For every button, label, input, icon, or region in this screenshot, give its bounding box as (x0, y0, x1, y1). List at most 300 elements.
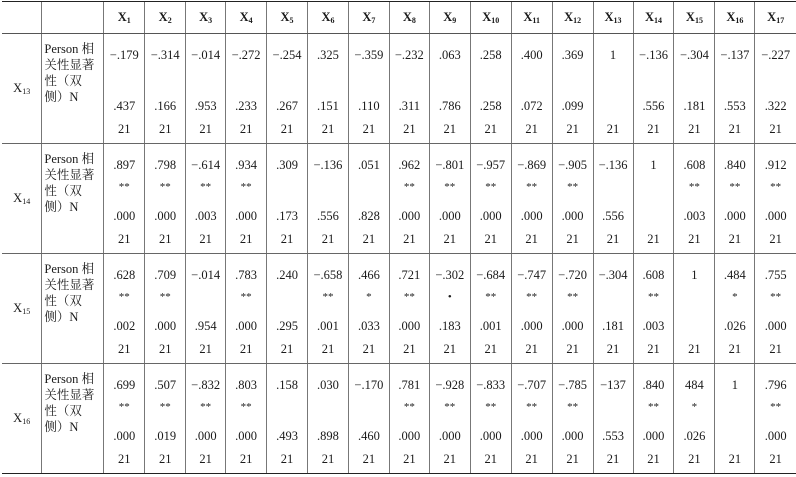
data-cell (511, 34, 552, 144)
statistic-label-line: 关性显著 (44, 388, 95, 402)
column-header-x12 (552, 2, 593, 34)
correlation-value: .063 (438, 48, 461, 62)
significance-marker (308, 66, 348, 88)
significance-marker: ** (159, 401, 171, 413)
correlation-value: −137 (600, 378, 626, 392)
significance-marker: ** (567, 181, 579, 193)
significance-marker: ** (567, 291, 579, 303)
p-value: .786 (438, 99, 461, 113)
significance-marker: ** (526, 181, 538, 193)
significance-marker: * (732, 291, 738, 303)
column-header-x8-subscript: 8 (411, 16, 416, 25)
data-cell (104, 144, 145, 254)
p-value: .000 (561, 209, 584, 223)
significance-marker (186, 66, 225, 88)
p-value: .954 (194, 319, 217, 333)
sample-size: 21 (158, 452, 172, 466)
p-value: .000 (398, 429, 421, 443)
correlation-value: .466 (357, 268, 380, 282)
statistic-label-line: Person 相 (44, 372, 95, 386)
column-header-x2-letter: X (158, 10, 168, 24)
sample-size: 21 (769, 232, 782, 246)
column-header-x8-letter: X (402, 10, 412, 24)
sample-size: 21 (403, 122, 416, 136)
significance-marker (186, 286, 225, 308)
correlation-value: .628 (113, 268, 136, 282)
significance-marker: ** (240, 401, 252, 413)
row-header-x15 (2, 254, 42, 364)
data-cell (552, 34, 593, 144)
sample-size: 21 (321, 232, 335, 246)
column-header-x16 (715, 2, 755, 34)
p-value: .026 (723, 319, 746, 333)
correlation-value: −.785 (558, 378, 588, 392)
correlation-value: −.254 (272, 48, 302, 62)
p-value (594, 94, 633, 118)
significance-marker (104, 66, 144, 88)
statistic-label-line: Person 相 (44, 152, 95, 166)
column-header-x15-letter: X (685, 10, 695, 24)
sample-size: 21 (769, 452, 782, 466)
p-value: .072 (520, 99, 543, 113)
correlation-value: .608 (683, 158, 706, 172)
data-cell (633, 364, 674, 474)
sample-size: 21 (362, 452, 376, 466)
sample-size: 21 (321, 342, 335, 356)
significance-marker (308, 176, 348, 198)
significance-marker: ** (770, 291, 782, 303)
correlation-value: .796 (764, 378, 787, 392)
data-cell (755, 364, 796, 474)
statistic-label-cell (42, 34, 104, 144)
p-value: .000 (235, 429, 258, 443)
correlation-value: −.658 (313, 268, 343, 282)
data-cell (593, 34, 633, 144)
column-header-x4-letter: X (239, 10, 249, 24)
data-cell (633, 254, 674, 364)
statistic-label-cell (42, 144, 104, 254)
column-header-x8 (389, 2, 429, 34)
data-cell (429, 254, 470, 364)
column-header-x9-letter: X (443, 10, 453, 24)
significance-marker (308, 396, 348, 418)
significance-marker: ** (159, 181, 171, 193)
data-cell (715, 144, 755, 254)
data-cell (511, 364, 552, 474)
p-value: .553 (723, 99, 746, 113)
column-header-x13-letter: X (604, 10, 614, 24)
significance-marker: ** (526, 291, 538, 303)
column-header-x5-subscript: 5 (289, 16, 294, 25)
column-header-x1 (104, 2, 145, 34)
p-value: .000 (438, 429, 461, 443)
significance-marker (267, 286, 307, 308)
row-header-x13 (2, 34, 42, 144)
data-cell (470, 364, 511, 474)
data-cell (267, 144, 308, 254)
sample-size: 21 (484, 232, 497, 246)
corner-cell (2, 2, 42, 34)
data-cell (429, 364, 470, 474)
sample-size: 21 (647, 232, 660, 246)
p-value: .553 (602, 429, 624, 443)
significance-marker (594, 66, 633, 88)
correlation-value: −.928 (435, 378, 465, 392)
sample-size: 21 (688, 342, 701, 356)
significance-marker: ** (688, 181, 700, 193)
p-value: .000 (764, 319, 787, 333)
row-header-x16-subscript: 16 (22, 417, 31, 426)
data-cell (186, 34, 226, 144)
p-value: .001 (479, 319, 502, 333)
column-header-x12-letter: X (564, 10, 574, 24)
column-header-x4 (226, 2, 267, 34)
correlation-value: .897 (113, 158, 136, 172)
correlation-value: .608 (642, 268, 665, 282)
data-cell (226, 254, 267, 364)
table-row (2, 364, 796, 474)
column-header-x5 (267, 2, 308, 34)
sample-size: 21 (728, 452, 742, 466)
column-header-x13 (593, 2, 633, 34)
data-cell (307, 364, 348, 474)
data-cell (389, 254, 429, 364)
data-cell (674, 144, 715, 254)
correlation-value: −.304 (598, 268, 628, 282)
sample-size: 21 (362, 232, 376, 246)
column-header-x11 (511, 2, 552, 34)
data-cell (186, 254, 226, 364)
column-header-x9 (429, 2, 470, 34)
row-header-x14-letter: X (13, 191, 23, 205)
correlation-value: −.170 (354, 378, 384, 392)
p-value: .173 (276, 209, 298, 223)
data-cell (715, 254, 755, 364)
correlation-value: −.179 (109, 48, 139, 62)
statistic-label-cell (42, 254, 104, 364)
statistic-label-line: 侧）N (44, 310, 79, 324)
statistic-label-line: 关性显著 (44, 168, 95, 182)
data-cell (552, 364, 593, 474)
sample-size: 21 (484, 122, 497, 136)
data-cell (755, 254, 796, 364)
significance-marker: • (447, 291, 452, 303)
column-header-x3 (186, 2, 226, 34)
p-value: .000 (520, 429, 543, 443)
data-cell (226, 144, 267, 254)
significance-marker: ** (485, 181, 497, 193)
sample-size: 21 (688, 232, 701, 246)
p-value: .002 (113, 319, 136, 333)
correlation-value: .803 (235, 378, 258, 392)
correlation-value: .840 (723, 158, 746, 172)
data-cell (593, 144, 633, 254)
significance-marker (267, 176, 307, 198)
p-value: .000 (235, 209, 258, 223)
significance-marker (471, 66, 511, 88)
significance-marker: ** (159, 291, 171, 303)
p-value: .493 (276, 429, 298, 443)
column-header-x11-letter: X (523, 10, 533, 24)
data-cell (145, 254, 186, 364)
row-header-x13-subscript: 13 (22, 87, 31, 96)
sample-size: 21 (239, 342, 253, 356)
sample-size: 21 (606, 122, 620, 136)
data-cell (307, 254, 348, 364)
column-header-x7-subscript: 7 (371, 16, 376, 25)
sample-size: 21 (158, 232, 172, 246)
statistic-label-line: 性（双 (44, 404, 82, 418)
sample-size: 21 (566, 342, 579, 356)
p-value (674, 314, 714, 338)
column-header-x1-letter: X (117, 10, 127, 24)
correlation-value: .798 (154, 158, 177, 172)
data-cell (348, 34, 389, 144)
statistic-label-line: 性（双 (44, 74, 82, 88)
row-header-x16-letter: X (13, 411, 23, 425)
sample-size: 21 (566, 122, 579, 136)
sample-size: 21 (525, 232, 538, 246)
sample-size: 21 (484, 342, 497, 356)
p-value: .267 (276, 99, 298, 113)
correlation-value: .755 (764, 268, 787, 282)
correlation-value: .400 (520, 48, 543, 62)
correlation-value: .840 (642, 378, 665, 392)
p-value: .183 (438, 319, 461, 333)
sample-size: 21 (688, 122, 701, 136)
column-header-x3-subscript: 3 (208, 16, 213, 25)
correlation-value: .934 (235, 158, 258, 172)
sample-size: 21 (443, 342, 457, 356)
statistic-label-line: 关性显著 (44, 278, 95, 292)
sample-size: 21 (239, 122, 253, 136)
significance-marker: ** (647, 291, 659, 303)
statistic-label-line: 性（双 (44, 294, 82, 308)
p-value: .322 (764, 99, 787, 113)
sample-size: 21 (566, 232, 579, 246)
row-header-x15-subscript: 15 (22, 307, 31, 316)
p-value: .295 (276, 319, 298, 333)
p-value: .000 (113, 429, 136, 443)
data-cell (593, 254, 633, 364)
significance-marker: ** (526, 401, 538, 413)
p-value: .000 (438, 209, 461, 223)
sample-size: 21 (280, 452, 294, 466)
correlation-value: −.720 (558, 268, 588, 282)
sample-size: 21 (118, 452, 131, 466)
p-value: .019 (154, 429, 177, 443)
data-cell (511, 254, 552, 364)
significance-marker: ** (770, 401, 782, 413)
row-header-x14 (2, 144, 42, 254)
statistic-label-line: 关性显著 (44, 58, 95, 72)
significance-marker: ** (403, 401, 415, 413)
data-cell (145, 364, 186, 474)
column-header-x10 (470, 2, 511, 34)
significance-marker (553, 66, 593, 88)
correlation-value: .325 (317, 48, 339, 62)
p-value: .001 (317, 319, 339, 333)
data-cell (226, 34, 267, 144)
correlation-value: −.137 (720, 48, 750, 62)
significance-marker (674, 286, 714, 308)
data-cell (633, 144, 674, 254)
data-cell (145, 144, 186, 254)
p-value: .181 (602, 319, 624, 333)
correlation-value: −.014 (191, 268, 221, 282)
p-value: .000 (561, 319, 584, 333)
data-cell (470, 34, 511, 144)
data-cell (348, 254, 389, 364)
p-value: .898 (317, 429, 339, 443)
sample-size: 21 (321, 452, 335, 466)
header-row (2, 2, 796, 34)
correlation-value: −.136 (313, 158, 343, 172)
sample-size: 21 (321, 122, 335, 136)
column-header-x17 (755, 2, 796, 34)
sample-size: 21 (647, 122, 660, 136)
data-cell (429, 144, 470, 254)
data-cell (674, 254, 715, 364)
correlation-value: .721 (398, 268, 421, 282)
correlation-value: .783 (235, 268, 258, 282)
data-cell (470, 144, 511, 254)
p-value: .000 (764, 429, 787, 443)
p-value: .000 (398, 209, 421, 223)
significance-marker: ** (118, 291, 130, 303)
significance-marker (267, 66, 307, 88)
correlation-value: .699 (113, 378, 136, 392)
column-header-x16-subscript: 16 (735, 16, 744, 25)
p-value: .828 (357, 209, 380, 223)
correlation-value: −.304 (679, 48, 709, 62)
table-body (2, 34, 796, 474)
sample-size: 21 (199, 232, 212, 246)
row-header-x15-letter: X (13, 301, 23, 315)
correlation-value: −.833 (476, 378, 506, 392)
data-cell (389, 364, 429, 474)
data-cell (348, 364, 389, 474)
sample-size: 21 (566, 452, 579, 466)
p-value: .000 (642, 429, 665, 443)
correlation-value: 1 (731, 378, 738, 392)
correlation-value: .030 (317, 378, 339, 392)
data-cell (145, 34, 186, 144)
data-cell (267, 364, 308, 474)
data-cell (307, 144, 348, 254)
p-value (715, 424, 754, 448)
data-cell (674, 364, 715, 474)
sample-size: 21 (403, 232, 416, 246)
significance-marker (674, 66, 714, 88)
correlation-value: −.905 (558, 158, 588, 172)
correlation-value: −.014 (191, 48, 221, 62)
sample-size: 21 (525, 122, 538, 136)
correlation-value: −.227 (761, 48, 791, 62)
significance-marker (634, 176, 674, 198)
column-header-x15 (674, 2, 715, 34)
sample-size: 21 (443, 452, 457, 466)
significance-marker: ** (240, 181, 252, 193)
correlation-value: −.801 (435, 158, 465, 172)
sample-size: 21 (769, 342, 782, 356)
sample-size: 21 (239, 452, 253, 466)
sample-size: 21 (158, 342, 172, 356)
data-cell (633, 34, 674, 144)
column-header-x17-letter: X (767, 10, 777, 24)
p-value: .000 (520, 319, 543, 333)
correlation-value: .709 (154, 268, 177, 282)
significance-marker: ** (485, 401, 497, 413)
significance-marker (512, 66, 552, 88)
data-cell (104, 34, 145, 144)
p-value: .556 (602, 209, 624, 223)
data-cell (348, 144, 389, 254)
significance-marker: ** (444, 181, 456, 193)
p-value: .556 (642, 99, 665, 113)
correlation-value: −.359 (354, 48, 384, 62)
significance-marker: ** (647, 401, 659, 413)
column-header-x6-letter: X (321, 10, 331, 24)
data-cell (389, 34, 429, 144)
sample-size: 21 (403, 452, 416, 466)
correlation-value: −.232 (394, 48, 424, 62)
table-row (2, 34, 796, 144)
sample-size: 21 (199, 122, 212, 136)
significance-marker: ** (770, 181, 782, 193)
sample-size: 21 (769, 122, 782, 136)
sample-size: 21 (403, 342, 416, 356)
significance-marker (349, 176, 389, 198)
correlation-value: −.832 (191, 378, 221, 392)
significance-marker (715, 396, 754, 418)
column-header-x4-subscript: 4 (248, 16, 253, 25)
data-cell (389, 144, 429, 254)
correlation-value: −.707 (517, 378, 547, 392)
column-header-x7 (348, 2, 389, 34)
correlation-table (2, 1, 796, 474)
sample-size: 21 (118, 232, 131, 246)
column-header-x10-letter: X (482, 10, 492, 24)
sample-size: 21 (280, 122, 294, 136)
p-value: .258 (479, 99, 502, 113)
correlation-value: .781 (398, 378, 421, 392)
correlation-value: −.302 (435, 268, 465, 282)
statistic-label-cell (42, 364, 104, 474)
significance-marker (349, 66, 389, 88)
correlation-value: .912 (764, 158, 787, 172)
sample-size: 21 (118, 342, 131, 356)
p-value: .033 (357, 319, 380, 333)
significance-marker: ** (240, 291, 252, 303)
sample-size: 21 (484, 452, 497, 466)
p-value: .437 (113, 99, 136, 113)
correlation-value: −.136 (639, 48, 668, 62)
sample-size: 21 (525, 342, 538, 356)
correlation-value: −.272 (231, 48, 261, 62)
column-header-x1-subscript: 1 (126, 16, 131, 25)
sample-size: 21 (525, 452, 538, 466)
data-cell (755, 34, 796, 144)
p-value: .003 (683, 209, 706, 223)
significance-marker: ** (322, 291, 334, 303)
column-header-x14-subscript: 14 (654, 16, 662, 25)
column-header-x3-letter: X (199, 10, 209, 24)
data-cell (104, 364, 145, 474)
statistic-label-line: Person 相 (44, 42, 95, 56)
sample-size: 21 (728, 342, 742, 356)
statistic-label-line: Person 相 (44, 262, 95, 276)
